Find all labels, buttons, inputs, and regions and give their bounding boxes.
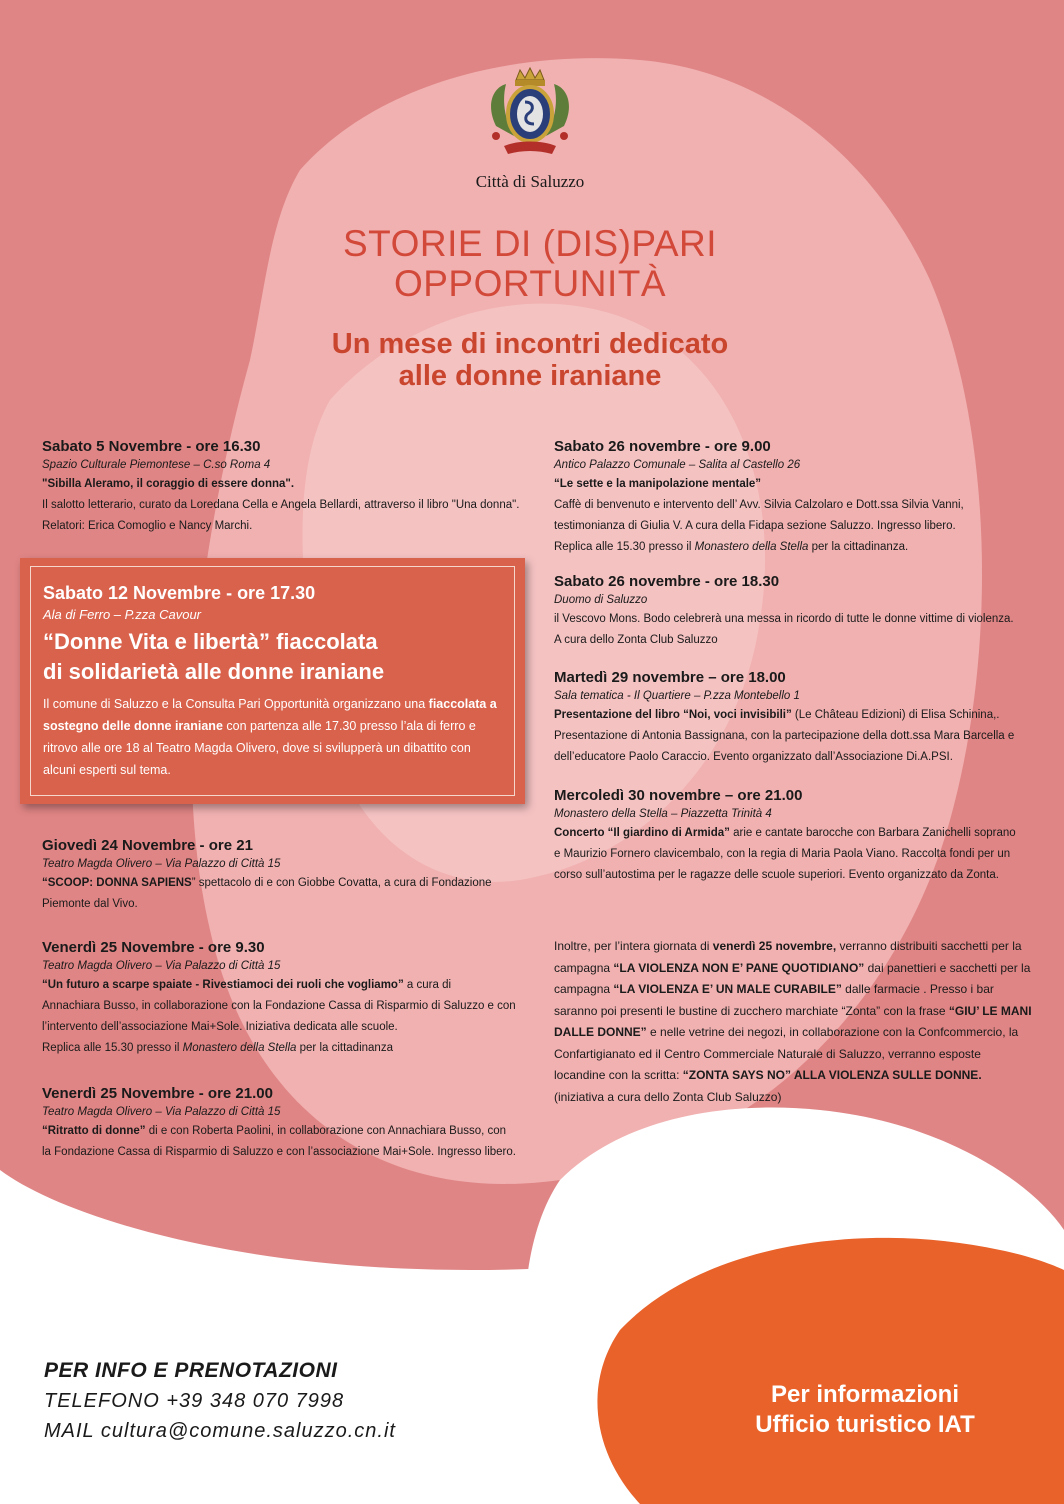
event-24-novembre: [42, 836, 522, 915]
event-body: [554, 474, 1034, 558]
event-title: Presentazione del libro “Noi, voci invisibili”: [554, 709, 792, 721]
event-place: Teatro Magda Olivero – Via Palazzo di Città 15: [42, 960, 281, 972]
event-25-novembre-mattina: [42, 938, 532, 1059]
event-text: Replica alle 15.30 presso il: [554, 541, 695, 553]
featured-body-text: con partenza alle 17.30 presso l’ala di ferro e ritrovo alle ore 18 al Teatro Magda Olivero, dove si svilupperà un dibattito con alcuni esperti sul tema.: [43, 719, 476, 777]
subtitle-line: alle donne iraniane: [398, 360, 662, 392]
event-text: a cura di: [403, 979, 452, 991]
event-text: Replica alle 15.30 presso il: [42, 1042, 183, 1054]
footer-info-line: Per informazioni: [770, 1381, 960, 1408]
campaign-text: Inoltre, per l’intera giornata di: [554, 939, 713, 953]
featured-event-inner: [30, 566, 515, 796]
campaign-paragraph: [554, 936, 1034, 1108]
event-place: Antico Palazzo Comunale – Salita al Castello 26: [554, 459, 801, 471]
event-date: Giovedì 24 Novembre - ore 21: [42, 837, 253, 854]
event-text: (Le Château Edizioni) di Elisa Schinina,.: [791, 709, 1000, 721]
event-place: Monastero della Stella – Piazzetta Trinità 4: [554, 808, 772, 820]
event-body: [42, 873, 522, 915]
campaign-bold: venerdì 25 novembre,: [712, 939, 837, 953]
featured-title-line: di solidarietà alle donne iraniane: [43, 659, 385, 684]
campaign-text: (iniziativa a cura dello Zonta Club Saluzzo): [554, 1089, 782, 1104]
featured-body: [43, 693, 502, 781]
subtitle-line: Un mese di incontri dedicato: [331, 328, 729, 360]
event-text: arie e cantate barocche con Barbara Zanichelli soprano: [729, 827, 1016, 839]
footer-info-line: Ufficio turistico IAT: [755, 1411, 975, 1438]
event-line: Annachiara Busso, in collaborazione con la Fondazione Cassa di Risparmio di Saluzzo e con: [42, 1000, 516, 1012]
title-line: STORIE DI (DIS)PARI: [342, 223, 718, 264]
featured-body-bold: fiaccolata a sostegno delle donne iraniane: [43, 697, 497, 733]
event-date: Sabato 5 Novembre - ore 16.30: [42, 438, 261, 455]
page-subtitle: [180, 328, 880, 392]
coat-of-arms-icon: [482, 66, 578, 166]
featured-event-box: [20, 558, 525, 804]
event-title: “Ritratto di donne”: [42, 1125, 146, 1137]
footer-info: [700, 1380, 1030, 1440]
event-line: il Vescovo Mons. Bodo celebrerà una messa in ricordo di tutte le donne vittime di violenza.: [554, 613, 1014, 625]
event-place: Teatro Magda Olivero – Via Palazzo di Città 15: [42, 858, 281, 870]
campaign-text: dalle farmacie . Presso i bar saranno poi presenti le bustine di zucchero marchiate “Zonta” con la frase: [554, 982, 994, 1018]
event-line: corso sull’autostima per le ragazze delle scuole superiori. Evento organizzato da Zonta.: [554, 869, 999, 881]
event-title: “Le sette e la manipolazione mentale”: [554, 478, 762, 490]
event-place: Teatro Magda Olivero – Via Palazzo di Città 15: [42, 1106, 281, 1118]
event-body: [554, 609, 1034, 651]
event-line: testimonianza di Giulia V. A cura della Fidapa sezione Saluzzo. Ingresso libero.: [554, 520, 956, 532]
event-title: “SCOOP: DONNA SAPIENS: [42, 877, 192, 889]
campaign-bold: “LA VIOLENZA NON E’ PANE QUOTIDIANO”: [613, 960, 865, 975]
event-place: Spazio Culturale Piemontese – C.so Roma 4: [42, 459, 271, 471]
footer-heading: PER INFO E PRENOTAZIONI: [44, 1359, 338, 1382]
featured-body-text: Il comune di Saluzzo e la Consulta Pari Opportunità organizzano una: [43, 697, 429, 711]
featured-title: [43, 627, 502, 687]
event-line: Piemonte dal Vivo.: [42, 898, 138, 910]
city-name: Città di Saluzzo: [475, 172, 585, 191]
event-place: Sala tematica - Il Quartiere – P.zza Montebello 1: [554, 690, 800, 702]
page-title: [180, 224, 880, 304]
campaign-text: verranno distribuiti sacchetti per la campagna: [554, 939, 1022, 975]
event-line: A cura dello Zonta Club Saluzzo: [554, 634, 718, 646]
event-place: Duomo di Saluzzo: [554, 594, 648, 606]
featured-date: Sabato 12 Novembre - ore 17.30: [43, 583, 316, 603]
event-30-novembre: [554, 786, 1038, 886]
event-5-novembre: [42, 437, 542, 537]
event-title: Concerto “Il giardino di Armida”: [554, 827, 730, 839]
event-date: Sabato 26 novembre - ore 18.30: [554, 573, 780, 590]
event-text: ” spettacolo di e con Giobbe Covatta, a cura di Fondazione: [191, 877, 492, 889]
event-body: [554, 823, 1038, 886]
footer-phone[interactable]: TELEFONO +39 348 070 7998: [44, 1390, 345, 1412]
event-line: la Fondazione Cassa di Risparmio di Saluzzo e con l’associazione Mai+Sole. Ingresso libero.: [42, 1146, 516, 1158]
event-replica-place: Monastero della Stella: [694, 541, 809, 553]
footer-mail[interactable]: MAIL cultura@comune.saluzzo.cn.it: [44, 1420, 396, 1442]
campaign-text: e nelle vetrine dei negozi, in collaborazione con la Confcommercio, la Confartigianato ed il Centro Commerciale Naturale di Saluzzo, verranno esposte locandine con la scritta:: [554, 1025, 1019, 1082]
campaign-bold: “ZONTA SAYS NO” ALLA VIOLENZA SULLE DONNE.: [682, 1068, 982, 1082]
event-25-novembre-sera: [42, 1084, 532, 1163]
event-text: per la cittadinanza.: [808, 541, 909, 553]
title-line: OPPORTUNITÀ: [393, 263, 667, 304]
event-line: l’intervento dell’associazione Mai+Sole. Iniziativa dedicata alle scuole.: [42, 1021, 398, 1033]
campaign-text: dai panettieri e sacchetti per la campagna: [554, 960, 1031, 996]
event-line: e Maurizio Fornero clavicembalo, con la regia di Maria Paola Viano. Raccolta fondi per un: [554, 848, 1011, 860]
event-date: Martedì 29 novembre – ore 18.00: [554, 669, 786, 686]
campaign-bold: “LA VIOLENZA E’ UN MALE CURABILE”: [613, 982, 842, 996]
event-date: Venerdì 25 Novembre - ore 9.30: [42, 939, 265, 956]
event-date: Mercoledì 30 novembre – ore 21.00: [554, 787, 803, 804]
event-text: di e con Roberta Paolini, in collaborazione con Annachiara Busso, con: [145, 1125, 507, 1137]
event-line: Relatori: Erica Comoglio e Nancy Marchi.: [42, 520, 253, 532]
event-date: Venerdì 25 Novembre - ore 21.00: [42, 1085, 273, 1102]
event-line: dell’educatore Paolo Caraccio. Evento organizzato dall’Associazione Di.A.PSI.: [554, 751, 953, 763]
event-body: [554, 705, 1034, 768]
event-body: [42, 975, 532, 1059]
event-body: [42, 1121, 532, 1163]
event-title: "Sibilla Aleramo, il coraggio di essere donna".: [42, 478, 295, 490]
event-replica-place: Monastero della Stella: [182, 1042, 297, 1054]
event-line: Caffè di benvenuto e intervento dell’ Avv. Silvia Calzolaro e Dott.ssa Silvia Vanni,: [554, 499, 964, 511]
event-date: Sabato 26 novembre - ore 9.00: [554, 438, 771, 455]
event-title: “Un futuro a scarpe spaiate - Rivestiamoci dei ruoli che vogliamo”: [42, 979, 404, 991]
footer-contacts: [44, 1356, 396, 1446]
event-26-novembre-mattina: [554, 437, 1034, 558]
campaign-bold: “GIU’ LE MANI DALLE DONNE”: [554, 1003, 1032, 1039]
featured-place: Ala di Ferro – P.zza Cavour: [43, 607, 201, 622]
header-logo: [470, 66, 590, 192]
event-29-novembre: [554, 668, 1034, 768]
event-line: Presentazione di Antonia Bassignana, con la partecipazione della dott.ssa Mara Barcella e: [554, 730, 1015, 742]
event-text: per la cittadinanza: [296, 1042, 393, 1054]
featured-title-line: “Donne Vita e libertà” fiaccolata: [43, 629, 378, 654]
event-line: Il salotto letterario, curato da Loredana Cella e Angela Bellardi, attraverso il libro "Una donna".: [42, 499, 520, 511]
event-26-novembre-sera: [554, 572, 1034, 651]
event-body: [42, 474, 542, 537]
